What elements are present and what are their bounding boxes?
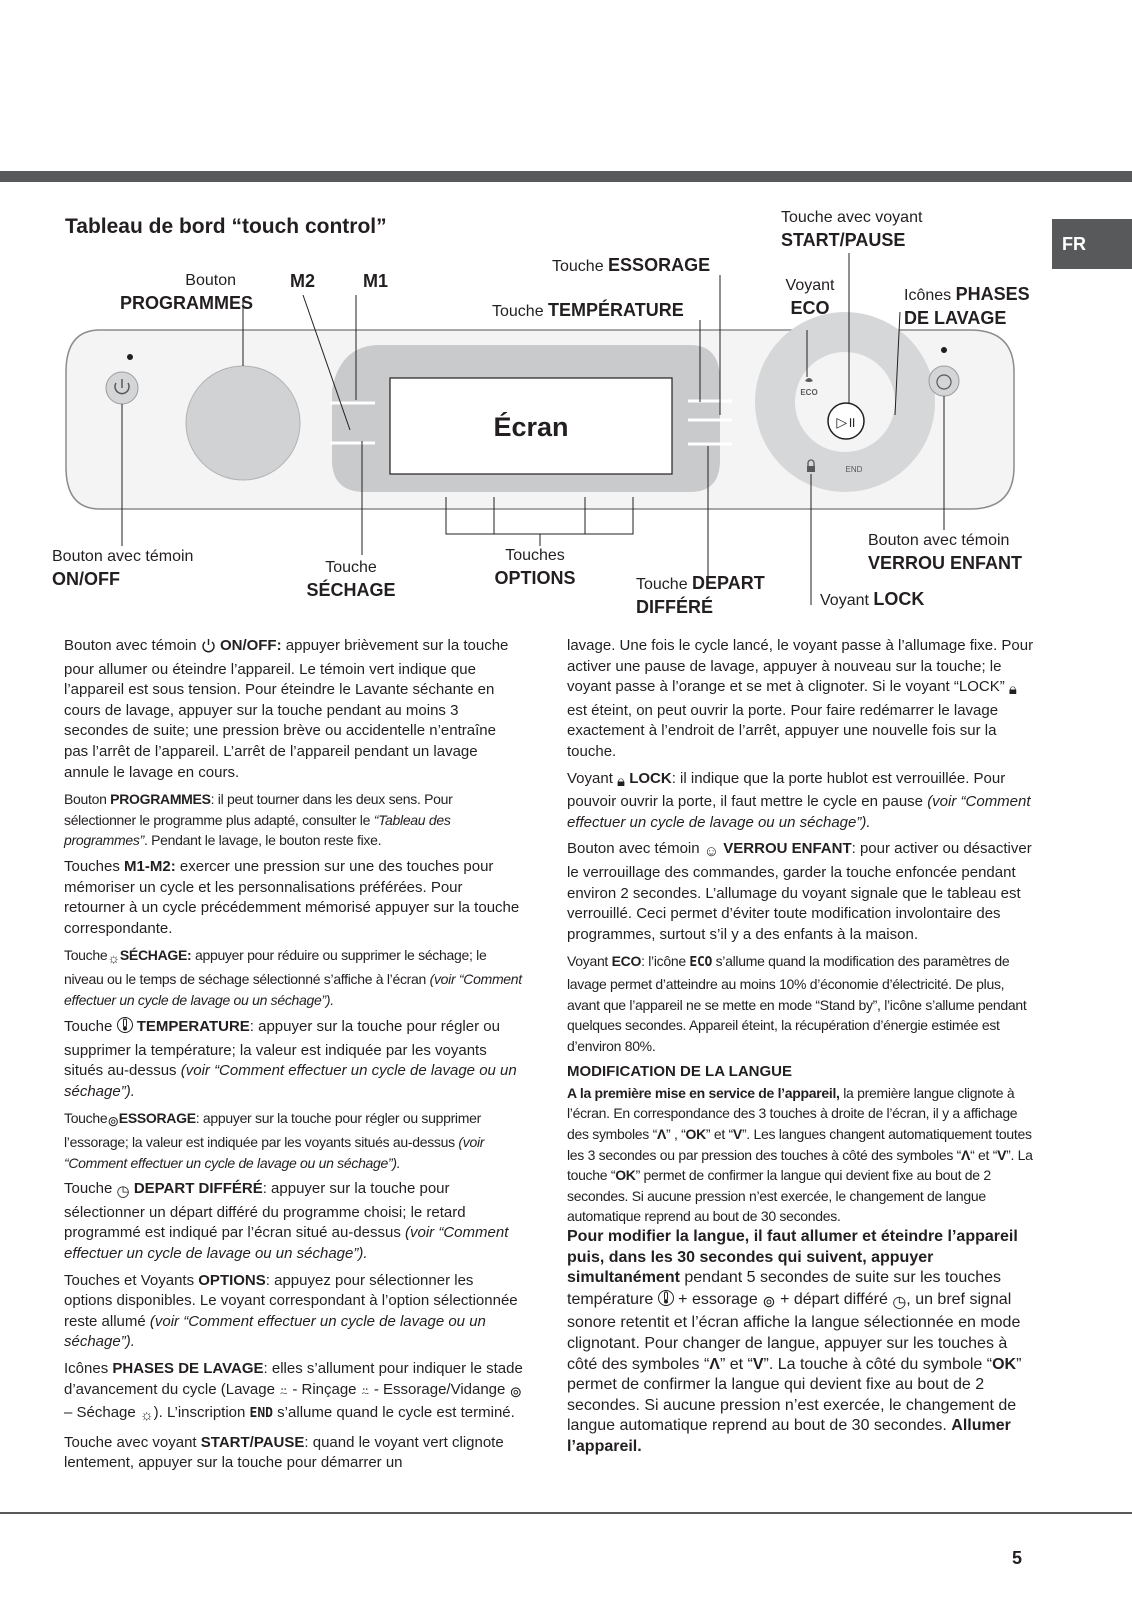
text-run: Touche avec voyant [64, 1433, 201, 1451]
text-run: OPTIONS [198, 1271, 266, 1289]
label-lock-pre: Voyant [820, 592, 869, 609]
text-run: - Essorage/Vidange [369, 1380, 506, 1398]
text-run: “ et “ [970, 1146, 998, 1163]
lock-icon: 🔒︎ [1008, 681, 1017, 699]
text-run: Voyant [567, 953, 612, 970]
text-run: ECO [611, 953, 642, 970]
label-essorage-pre: Touche [552, 258, 604, 275]
label-temperature-pre: Touche [492, 303, 544, 320]
label-essorage-text: ESSORAGE [608, 255, 711, 275]
text-run: Bouton [64, 791, 111, 808]
para-options [64, 1271, 524, 1353]
eco-badge: ECO [800, 388, 818, 397]
child-lock-led [941, 347, 947, 353]
para-sechage [64, 945, 524, 1010]
thermometer-icon [658, 1289, 674, 1314]
para-eco [567, 951, 1037, 1056]
text-run: Λ [709, 1355, 720, 1373]
onoff-led [127, 354, 133, 360]
text-run: M1-M2: [124, 857, 176, 875]
label-programmes [120, 270, 254, 316]
text-run: PROGRAMMES [110, 791, 211, 808]
text-run: : il indique que la porte hublot est verrouillée. Pour pouvoir ouvrir la porte, il faut mettre le cycle en pause [567, 769, 1006, 811]
drying-sun-icon: ☼ [139, 1407, 154, 1425]
text-run: PHASES DE LAVAGE [112, 1360, 264, 1377]
label-m2 [290, 270, 315, 294]
text-run: s’allume quand la modification des paramètres de lavage permet d’atteindre au moins 10% d’économie d’électricité. De plus, avant que l’appareil ne se mette en mode “Stand by”, l’icône s’allume pendant quelques secondes. Appareil éteint, la récupération d’énergie estimée est d’environ 80%. [567, 953, 1027, 1054]
label-eco [770, 275, 850, 321]
label-eco-pre: Voyant [785, 277, 835, 294]
label-options-pre: Touches [505, 547, 565, 564]
para-m1m2 [64, 857, 524, 939]
text-run: ”. Les langues changent automatiquement toutes les 3 secondes ou par pression des touches à côté des symboles “ [567, 1126, 1032, 1163]
label-essorage [552, 254, 710, 278]
text-run: (voir “Comment effectuer un cycle de lavage ou un séchage”). [567, 793, 1031, 831]
label-depart-text-2: DIFFÉRÉ [636, 597, 714, 617]
text-run: - Rinçage [288, 1380, 357, 1398]
label-depart-text-1: DEPART [692, 573, 765, 593]
text-run: ”. La touche à côté du symbole “ [763, 1355, 993, 1373]
label-programmes-pre: Bouton [185, 272, 236, 289]
text-run: Icônes [64, 1360, 113, 1377]
text-run: DEPART DIFFÉRÉ [133, 1180, 263, 1198]
para-programmes [64, 789, 524, 851]
text-run: OK [992, 1355, 1017, 1373]
thermometer-icon [117, 1016, 133, 1041]
text-run: + départ différé [775, 1290, 888, 1308]
lock-icon: 🔒︎ [617, 772, 626, 790]
label-sechage [300, 557, 402, 603]
text-column-left [64, 636, 524, 1480]
text-run: VERROU ENFANT [723, 840, 852, 858]
text-run: : appuyer sur la touche pour régler ou supprimer l’essorage; la valeur est indiquée par les voyants situés au-dessus [64, 1110, 481, 1151]
label-start-text: START/PAUSE [781, 230, 906, 250]
para-start-pause [64, 1433, 524, 1474]
label-onoff-pre: Bouton avec témoin [52, 548, 194, 565]
child-lock-button [929, 366, 959, 396]
text-run: V [997, 1146, 1007, 1163]
para-temperature [64, 1016, 524, 1102]
subheading-langue: MODIFICATION DE LA LANGUE [567, 1063, 792, 1081]
text-run: ). L’inscription [153, 1404, 250, 1422]
label-start-pause [781, 207, 922, 253]
para-onoff [64, 636, 524, 783]
language-tab: FR [1052, 219, 1132, 269]
text-run: Bouton avec témoin [567, 840, 700, 858]
text-run: : l’icône [641, 953, 690, 970]
label-phases [904, 283, 1030, 331]
text-run: Allumer l’appareil. [567, 1417, 1011, 1455]
text-run: : appuyer sur la touche pour sélectionner un départ différé du programme choisi; le retard programmé est indiqué par l’écran situé au-dessus [64, 1180, 466, 1242]
text-run: ” et “ [705, 1126, 733, 1143]
text-run: : elles s’allument pour indiquer le stade d’avancement du cycle (Lavage [64, 1360, 523, 1398]
label-sechage-text: SÉCHAGE [306, 580, 396, 600]
text-run: OK [615, 1167, 636, 1184]
text-run: ON/OFF: [219, 637, 282, 654]
rinse-icon: ⍨ [360, 1383, 370, 1401]
para-essorage [64, 1108, 524, 1173]
eco-text: ECO [689, 955, 713, 971]
text-run: ” , “ [666, 1126, 686, 1143]
spin-icon: ⊚ [762, 1293, 776, 1311]
label-programmes-text: PROGRAMMES [120, 293, 254, 313]
text-run: (voir “Comment effectuer un cycle de lavage ou un séchage”). [64, 970, 522, 1008]
text-run: ” permet de confirmer la langue qui devient fixe au bout de 2 secondes. Si aucune pression n’est exercée, le changement de langue automatique reprend au bout de 30 secondes. [567, 1167, 991, 1225]
para-verrou [567, 839, 1037, 945]
text-run: : appuyer sur la touche pour régler ou supprimer la température; la valeur est indiquée par les voyants situés au-dessus [64, 1018, 500, 1080]
text-run: (voir “Comment effectuer un cycle de lavage ou un séchage”). [64, 1312, 486, 1351]
text-run: Touche [64, 1110, 108, 1127]
text-run: OK [685, 1126, 706, 1143]
label-m2-text: M2 [290, 271, 316, 291]
para-depart [64, 1179, 524, 1264]
para-phases [64, 1359, 524, 1427]
text-run: Touches et Voyants [64, 1271, 199, 1289]
text-run: + essorage [673, 1290, 758, 1308]
label-phases-text-1: PHASES [955, 284, 1030, 304]
para-langue-1 [567, 1083, 1037, 1227]
text-column-right [567, 636, 1037, 1464]
spin-drain-icon: ⊚ [509, 1383, 523, 1401]
text-run: Λ [961, 1146, 971, 1163]
text-run: la première langue clignote à l’écran. En correspondance des 3 touches à droite de l’écran, il y a affichage des symboles “ [567, 1084, 1018, 1143]
label-m1 [363, 270, 388, 294]
label-temperature-text: TEMPÉRATURE [548, 300, 684, 320]
para-langue-2 [567, 1227, 1037, 1458]
page-number: 5 [1012, 1548, 1023, 1568]
text-run: ” et “ [719, 1355, 753, 1373]
text-run: (voir “Comment effectuer un cycle de lavage ou un séchage”). [64, 1062, 517, 1100]
text-run: Touches [64, 857, 125, 875]
power-icon [201, 638, 216, 660]
text-run: – Séchage [64, 1404, 136, 1422]
text-run: : appuyez pour sélectionner les options disponibles. Le voyant correspondant à l’option sélectionnée reste allumé [64, 1271, 518, 1330]
text-run: (voir “Comment effectuer un cycle de lavage ou un séchage”). [64, 1224, 509, 1263]
label-eco-text: ECO [790, 298, 830, 318]
end-badge: END [845, 465, 863, 474]
text-run: TEMPERATURE [136, 1018, 250, 1036]
text-run: LOCK [629, 769, 672, 787]
text-run: Touche [64, 947, 108, 964]
label-lock-text: LOCK [873, 589, 925, 609]
child-face-icon: ☺ [703, 843, 720, 861]
text-run: appuyer brièvement sur la touche pour allumer ou éteindre l’appareil. Le témoin vert indique que l’appareil est sous tension. Pour éteindre le Lavante séchante en cours de lavage, appuyer sur la touche pendant au moins 3 secondes de suite; une pression brève ou accidentelle n’entraîne pas l’arrêt de l’appareil. L’arrêt de l’appareil pendant un lavage annule le lavage en cours. [64, 637, 509, 781]
label-sechage-pre: Touche [325, 559, 377, 576]
label-m1-text: M1 [363, 271, 389, 291]
label-depart-pre: Touche [636, 576, 688, 593]
text-run: : il peut tourner dans les deux sens. Pour sélectionner le programme plus adapté, consulter le [64, 791, 453, 828]
text-run: . Pendant le lavage, le bouton reste fixe. [143, 832, 382, 849]
label-options [485, 545, 585, 591]
label-verrou-text: VERROU ENFANT [868, 553, 1023, 573]
text-run: START/PAUSE [200, 1433, 305, 1451]
text-run: ESSORAGE [118, 1110, 196, 1127]
text-run: V [732, 1126, 742, 1143]
text-run: Bouton avec témoin [64, 637, 197, 654]
text-run: exercer une pression sur une des touches pour mémoriser un cycle et les personnalisations préférées. Pour retourner à un cycle précédemment mémorisé appuyer sur la touche correspondante. [64, 857, 520, 937]
end-text: END [249, 1406, 274, 1422]
text-run: “Tableau des programmes” [64, 811, 451, 849]
text-run: ” permet de confirmer la langue qui devient fixe au bout de 2 secondes. Si aucune pression n’est exercée, le changement de langue automatique reprend au bout de 30 secondes. [567, 1355, 1022, 1435]
text-run: Touche [64, 1018, 113, 1036]
text-run: Voyant [567, 769, 613, 787]
text-run: pendant 5 secondes de suite sur les touches température [567, 1269, 1002, 1308]
label-verrou [868, 530, 1022, 576]
delay-timer-icon: ◷ [892, 1293, 907, 1311]
text-run: : pour activer ou désactiver le verrouillage des commandes, garder la touche enfoncée pendant environ 2 secondes. L’allumage du voyant signale que le tableau est verrouillé. Ceci permet d’éviter toute modification involontaire des programmes, surtout s’il y a des enfants à la maison. [567, 840, 1032, 943]
text-run: (voir “Comment effectuer un cycle de lavage ou un séchage”). [64, 1134, 485, 1171]
label-lock [820, 588, 924, 612]
para-start-pause-cont [567, 636, 1037, 763]
text-run: Λ [656, 1126, 666, 1143]
label-depart [636, 572, 765, 620]
lock-led [807, 466, 815, 472]
text-run: lavage. Une fois le cycle lancé, le voyant passe à l’allumage fixe. Pour activer une pause de lavage, appuyer à nouveau sur la touche; le voyant passe à l’orange et se met à clignoter. Si le voyant “LOCK” [567, 637, 1034, 696]
text-run: Pour modifier la langue, il faut allumer et éteindre l’appareil puis, dans les 30 secondes qui suivent, appuyer simultanément [567, 1228, 1018, 1287]
text-run: appuyer pour réduire ou supprimer le séchage; le niveau ou le temps de séchage sélectionné s’affiche à l’écran [64, 947, 487, 987]
wash-icon: ⍨ [279, 1383, 289, 1401]
label-onoff [52, 546, 193, 592]
screen-label: Écran [493, 412, 569, 442]
svg-text:▷॥: ▷॥ [836, 415, 856, 431]
label-start-pre: Touche avec voyant [781, 209, 923, 226]
text-run: SÉCHAGE: [119, 947, 192, 964]
para-lock [567, 769, 1037, 834]
page-heading: Tableau de bord “touch control” [65, 215, 387, 238]
text-run: est éteint, on peut ouvrir la porte. Pour faire redémarrer le lavage exactement à l’endroit de l’arrêt, appuyer une nouvelle fois sur la touche. [567, 701, 999, 760]
delay-timer-icon: ◷ [116, 1183, 130, 1201]
programme-knob [186, 366, 300, 480]
label-phases-pre: Icônes [904, 287, 952, 304]
text-run: V [752, 1355, 764, 1373]
text-run: : quand le voyant vert clignote lentement, appuyer sur la touche pour démarrer un [64, 1433, 504, 1472]
bottom-rule [0, 1512, 1132, 1514]
text-run: , un bref signal sonore retentit et l’écran affiche la langue sélectionnée en mode clignotant. Pour changer de langue, appuyer sur les touches à côté des symboles “ [567, 1290, 1021, 1373]
spin-icon: ⊚ [107, 1113, 119, 1130]
text-run: A la première mise en service de l’appareil, [567, 1084, 840, 1101]
label-verrou-pre: Bouton avec témoin [868, 532, 1010, 549]
label-phases-text-2: DE LAVAGE [904, 308, 1007, 328]
text-run: ”. La touche “ [567, 1146, 1033, 1184]
text-run: s’allume quand le cycle est terminé. [273, 1404, 515, 1422]
text-run: Touche [64, 1180, 113, 1198]
label-temperature [492, 299, 684, 323]
label-options-text: OPTIONS [494, 568, 576, 588]
label-onoff-text: ON/OFF [52, 569, 120, 589]
drying-sun-icon: ☼ [107, 950, 120, 967]
